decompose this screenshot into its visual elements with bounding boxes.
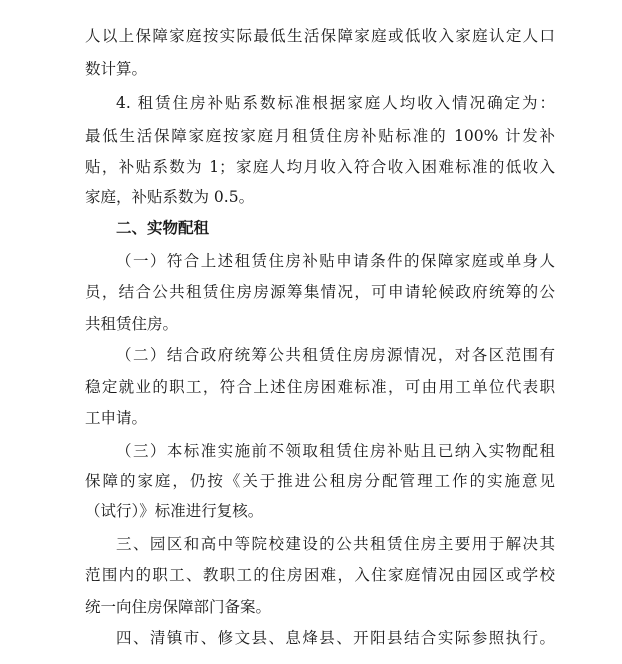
body-text-line: （试行）》标准进行复核。 xyxy=(85,502,264,520)
body-text-line: 贴，补贴系数为 1；家庭人均月收入符合收入困难标准的低收入 xyxy=(85,158,555,176)
body-text-line: 范围内的职工、教职工的住房困难，入住家庭情况由园区或学校 xyxy=(85,566,555,584)
body-text-line: 共租赁住房。 xyxy=(85,315,179,333)
body-text-line: 稳定就业的职工，符合上述住房困难标准，可由用工单位代表职 xyxy=(85,378,555,396)
body-text-line: 4. 租赁住房补贴系数标准根据家庭人均收入情况确定为： xyxy=(116,94,555,112)
body-text-line: （二）结合政府统筹公共租赁住房房源情况，对各区范围有 xyxy=(116,346,555,364)
body-text-line: 三、园区和高中等院校建设的公共租赁住房主要用于解决其 xyxy=(116,535,555,553)
body-text-line: 工申请。 xyxy=(85,409,148,427)
body-text-line: 人以上保障家庭按实际最低生活保障家庭或低收入家庭认定人口 xyxy=(85,27,555,45)
body-text-line: 员，结合公共租赁住房房源筹集情况，可申请轮候政府统筹的公 xyxy=(85,283,555,301)
body-text-line: （一）符合上述租赁住房补贴申请条件的保障家庭或单身人 xyxy=(116,252,555,270)
body-text-line: 最低生活保障家庭按家庭月租赁住房补贴标准的 100% 计发补 xyxy=(85,127,555,145)
section-heading: 二、实物配租 xyxy=(116,219,210,237)
body-text-line: 统一向住房保障部门备案。 xyxy=(85,598,272,616)
body-text-line: 保障的家庭，仍按《关于推进公租房分配管理工作的实施意见 xyxy=(85,472,555,490)
body-text-line: （三）本标准实施前不领取租赁住房补贴且已纳入实物配租 xyxy=(116,442,555,460)
body-text-line: 数计算。 xyxy=(85,60,148,78)
body-text-line: 四、清镇市、修文县、息烽县、开阳县结合实际参照执行。 xyxy=(116,629,555,647)
body-text-line: 家庭，补贴系数为 0.5。 xyxy=(85,188,255,206)
